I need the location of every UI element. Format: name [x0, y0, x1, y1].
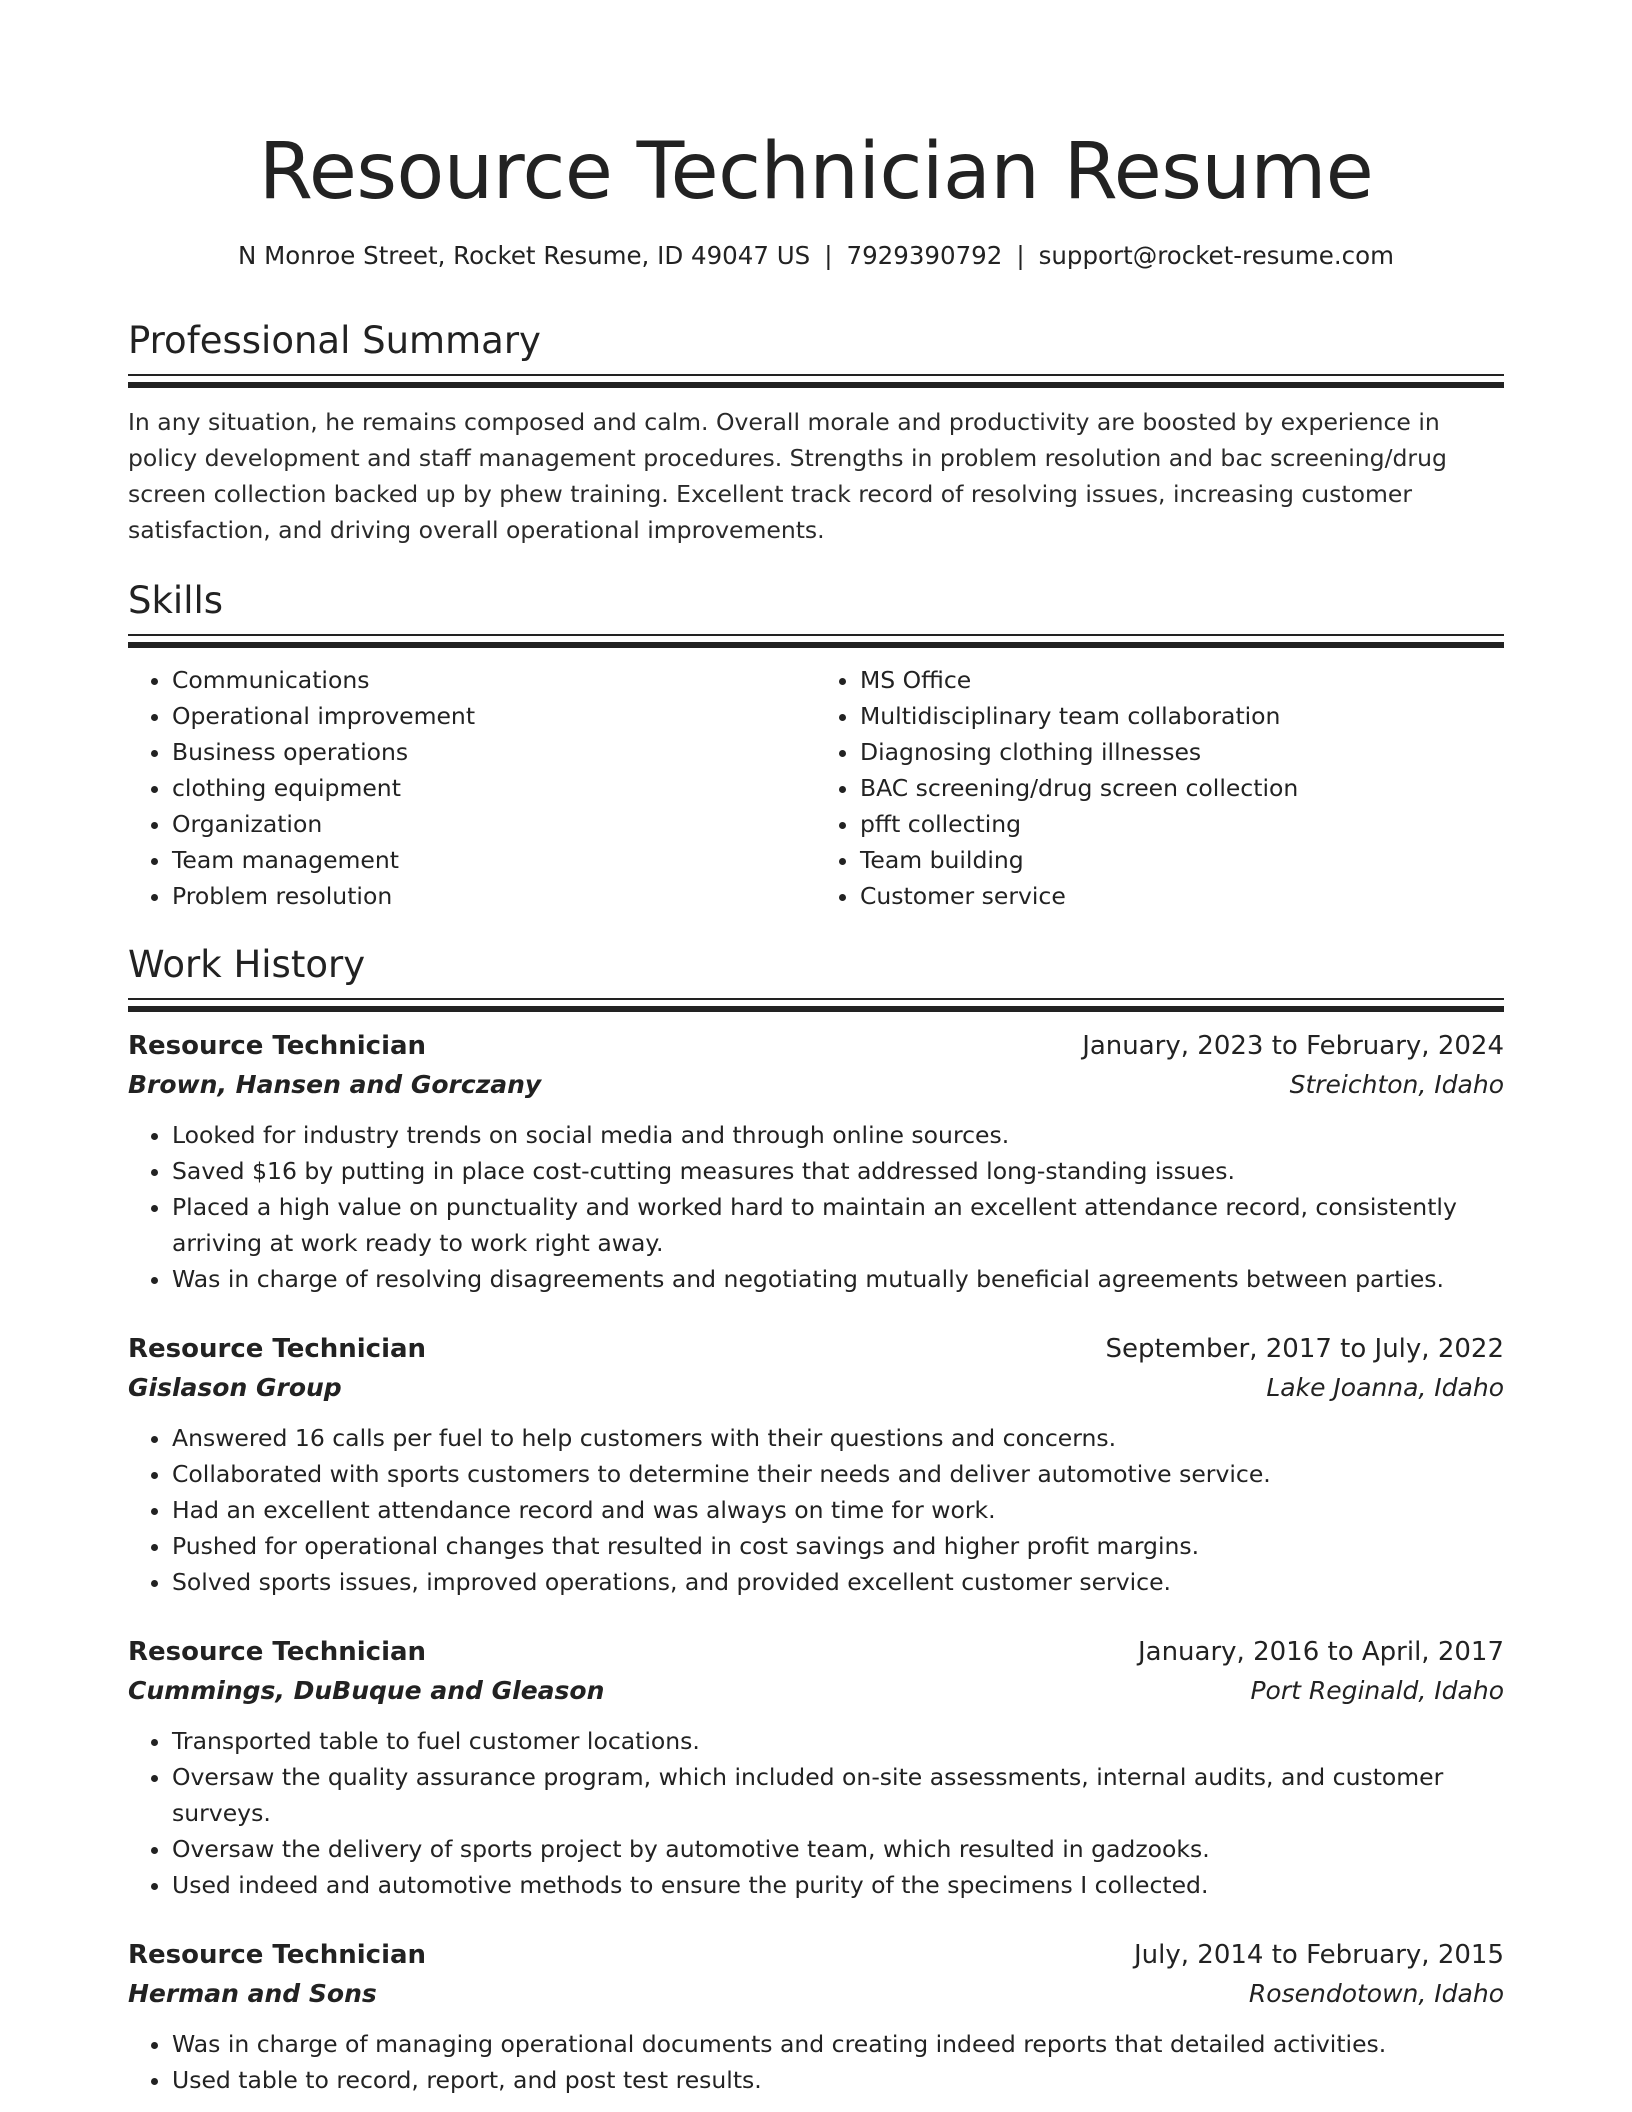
job-dates: January, 2023 to February, 2024 — [1082, 1031, 1504, 1061]
job-bullet: • Answered 16 calls per fuel to help customers with their questions and concerns. — [172, 1420, 1504, 1456]
section-heading: Work History — [128, 943, 366, 986]
job-bullet: • Collaborated with sports customers to determine their needs and deliver automotive service. — [172, 1456, 1504, 1492]
job-dates: July, 2014 to February, 2015 — [1134, 1940, 1504, 1970]
section-heading: Professional Summary — [128, 319, 541, 362]
job-bullets — [128, 1723, 1504, 1903]
section-divider — [128, 374, 1504, 388]
resume-title: Resource Technician Resume — [258, 127, 1374, 217]
skill-item: • Communications — [172, 662, 816, 698]
skill-item: • Diagnosing clothing illnesses — [860, 734, 1504, 770]
skills-list-left — [128, 662, 816, 914]
professional-summary-section — [128, 318, 1504, 548]
job-bullet: • Transported table to fuel customer locations. — [172, 1723, 1504, 1759]
skill-item: • pfft collecting — [860, 806, 1504, 842]
skill-item: • MS Office — [860, 662, 1504, 698]
job-entry — [128, 1028, 1504, 1297]
job-bullet: • Used indeed and automotive methods to ensure the purity of the specimens I collected. — [172, 1867, 1504, 1903]
resume-page — [128, 0, 1504, 2098]
job-title: Resource Technician — [128, 1940, 427, 1970]
skill-item: • Team building — [860, 842, 1504, 878]
skill-item: • Business operations — [172, 734, 816, 770]
job-bullets — [128, 1117, 1504, 1297]
job-bullets — [128, 2026, 1504, 2098]
job-location: Rosendotown, Idaho — [1248, 1979, 1504, 2008]
contact-address: N Monroe Street, Rocket Resume, ID 49047 US — [237, 241, 811, 270]
job-location: Streichton, Idaho — [1289, 1070, 1504, 1099]
job-title: Resource Technician — [128, 1031, 427, 1061]
skill-item: • clothing equipment — [172, 770, 816, 806]
job-bullets — [128, 1420, 1504, 1600]
skills-list-right — [816, 662, 1504, 914]
skills-section — [128, 578, 1504, 914]
job-bullet: • Oversaw the delivery of sports project by automotive team, which resulted in gadzooks. — [172, 1831, 1504, 1867]
job-location: Port Reginald, Idaho — [1250, 1676, 1504, 1705]
skill-item: • Team management — [172, 842, 816, 878]
skill-item: • Organization — [172, 806, 816, 842]
job-company: Brown, Hansen and Gorczany — [128, 1070, 542, 1099]
skill-item: • Operational improvement — [172, 698, 816, 734]
contact-separator: | — [1016, 241, 1025, 270]
job-dates: January, 2016 to April, 2017 — [1137, 1637, 1504, 1667]
work-history-section — [128, 942, 1504, 2098]
job-bullet: • Had an excellent attendance record and was always on time for work. — [172, 1492, 1504, 1528]
section-divider — [128, 998, 1504, 1012]
job-bullet: • Placed a high value on punctuality and worked hard to maintain an excellent attendance record, consistently arriving at work ready to work right away. — [172, 1189, 1504, 1261]
job-entry — [128, 1937, 1504, 2098]
summary-text: In any situation, he remains composed and calm. Overall morale and productivity are boosted by experience in policy development and staff management procedures. Strengths in problem resolution and bac screening/drug screen collection backed up by phew training. Excellent track record of resolving issues, increasing customer satisfaction, and driving overall operational improvements. — [128, 408, 1447, 544]
job-entry — [128, 1331, 1504, 1600]
contact-phone: 7929390792 — [846, 241, 1003, 270]
section-divider — [128, 634, 1504, 648]
job-bullet: • Oversaw the quality assurance program, which included on-site assessments, internal audits, and customer surveys. — [172, 1759, 1504, 1831]
contact-line — [128, 240, 1504, 272]
job-title: Resource Technician — [128, 1334, 427, 1364]
job-bullet: • Solved sports issues, improved operations, and provided excellent customer service. — [172, 1564, 1504, 1600]
job-bullet: • Saved $16 by putting in place cost-cutting measures that addressed long-standing issues. — [172, 1153, 1504, 1189]
job-company: Gislason Group — [128, 1373, 342, 1402]
skill-item: • Multidisciplinary team collaboration — [860, 698, 1504, 734]
job-bullet: • Looked for industry trends on social media and through online sources. — [172, 1117, 1504, 1153]
contact-email: support@rocket-resume.com — [1038, 241, 1394, 270]
job-company: Herman and Sons — [128, 1979, 377, 2008]
skill-item: • Problem resolution — [172, 878, 816, 914]
skills-columns — [128, 662, 1504, 914]
job-entry — [128, 1634, 1504, 1903]
job-bullet: • Was in charge of resolving disagreements and negotiating mutually beneficial agreements between parties. — [172, 1261, 1504, 1297]
section-heading: Skills — [128, 579, 224, 622]
skill-item: • BAC screening/drug screen collection — [860, 770, 1504, 806]
job-bullet: • Was in charge of managing operational documents and creating indeed reports that detailed activities. — [172, 2026, 1504, 2062]
job-title: Resource Technician — [128, 1637, 427, 1667]
job-bullet: • Pushed for operational changes that resulted in cost savings and higher profit margins. — [172, 1528, 1504, 1564]
job-bullet: • Used table to record, report, and post test results. — [172, 2062, 1504, 2098]
skill-item: • Customer service — [860, 878, 1504, 914]
job-dates: September, 2017 to July, 2022 — [1105, 1334, 1504, 1364]
contact-separator: | — [824, 241, 833, 270]
job-location: Lake Joanna, Idaho — [1266, 1373, 1504, 1402]
job-company: Cummings, DuBuque and Gleason — [128, 1676, 605, 1705]
